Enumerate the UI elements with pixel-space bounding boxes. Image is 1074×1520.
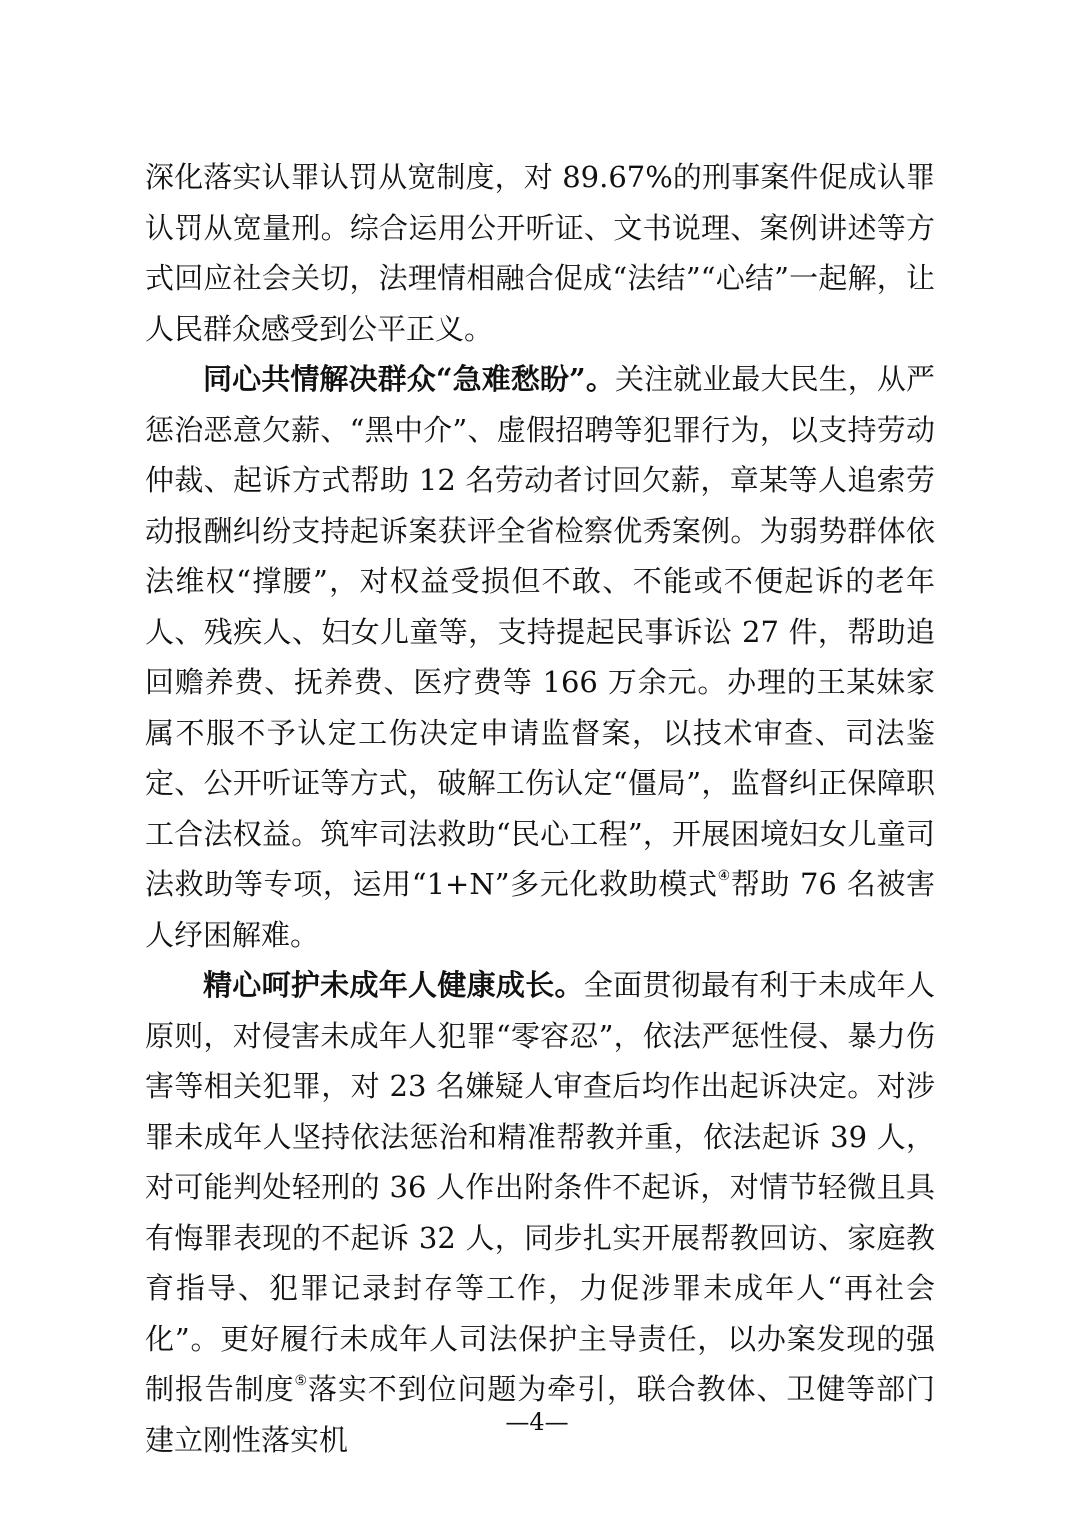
paragraph-text: 深化落实认罪认罚从宽制度，对 89.67%的刑事案件促成认罪认罚从宽量刑。综合运用公开听证、文书说理、案例讲述等方式回应社会关切，法理情相融合促成“法结”“心结”一起解，让人民群众感受到公平正义。 <box>145 160 935 346</box>
paragraph-3 <box>145 960 935 1465</box>
document-body <box>145 152 935 1465</box>
paragraph-heading: 精心呵护未成年人健康成长。 <box>203 968 584 1002</box>
paragraph-text: 关注就业最大民生，从严惩治恶意欠薪、“黑中介”、虚假招聘等犯罪行为，以支持劳动仲裁、起诉方式帮助 12 名劳动者讨回欠薪，章某等人追索劳动报酬纠纷支持起诉案获评全省检察优秀案例。为弱势群体依法维权“撑腰”，对权益受损但不敢、不能或不便起诉的老年人、残疾人、妇女儿童等，支持提起民事诉讼 27 件，帮助追回赡养费、抚养费、医疗费等 166 万余元。办理的王某妹家属不服不予认定工伤决定申请监督案，以技术审查、司法鉴定、公开听证等方式，破解工伤认定“僵局”，监督纠正保障职工合法权益。筑牢司法救助“民心工程”，开展困境妇女儿童司法救助等专项，运用“1+N”多元化救助模式 <box>145 362 935 901</box>
footnote-marker: ④ <box>717 868 731 884</box>
paragraph-heading: 同心共情解决群众“急难愁盼”。 <box>203 362 615 396</box>
paragraph-text: 帮助 76 名被害人纾困解难。 <box>145 867 935 952</box>
paragraph-text: 落实不到位问题为牵引，联合教体、卫健等部门建立刚性落实机 <box>145 1372 935 1457</box>
paragraph-text: 全面贯彻最有利于未成年人原则，对侵害未成年人犯罪“零容忍”，依法严惩性侵、暴力伤害等相关犯罪，对 23 名嫌疑人审查后均作出起诉决定。对涉罪未成年人坚持依法惩治和精准帮教并重，依法起诉 39 人，对可能判处轻刑的 36 人作出附条件不起诉，对情节轻微且具有悔罪表现的不起诉 32 人，同步扎实开展帮教回访、家庭教育指导、犯罪记录封存等工作，力促涉罪未成年人“再社会化”。更好履行未成年人司法保护主导责任，以办案发现的强制报告制度 <box>145 968 935 1406</box>
paragraph-2 <box>145 354 935 960</box>
footnote-marker: ⑤ <box>294 1373 308 1389</box>
paragraph-1 <box>145 152 935 354</box>
page-number: —4— <box>505 1408 569 1436</box>
